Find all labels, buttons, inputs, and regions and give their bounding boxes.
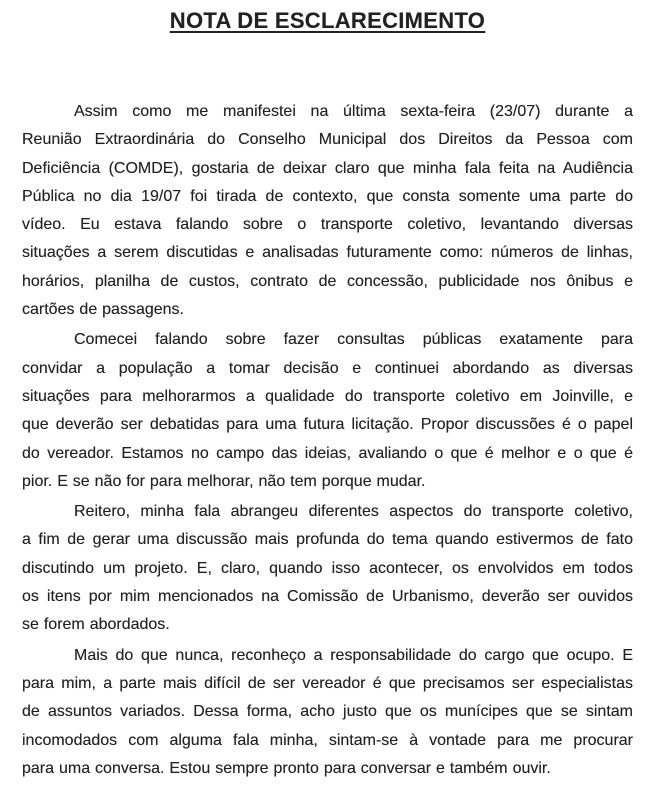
paragraph xyxy=(22,498,633,639)
text-line: os itens por mim mencionados na Comissão de Urbanismo, deverão ser ouvidos xyxy=(22,588,633,606)
text-line: situações a serem discutidas e analisadas futuramente como: números de linhas, xyxy=(22,244,633,262)
text-line: Assim como me manifestei na última sexta-feira (23/07) durante a xyxy=(74,103,633,120)
paragraph xyxy=(22,642,633,783)
text-line: incomodados com alguma fala minha, sintam-se à vontade para me procurar xyxy=(22,731,633,749)
text-line: situações para melhorarmos a qualidade do transporte coletivo em Joinville, e xyxy=(22,387,633,405)
text-line: para uma conversa. Estou sempre pronto para conversar e também ouvir. xyxy=(22,759,551,777)
text-line: se forem abordados. xyxy=(22,616,170,634)
document-body xyxy=(22,98,633,783)
text-line: do vereador. Estamos no campo das ideias, avaliando o que é melhor e o que é xyxy=(22,444,633,462)
text-line: Pública no dia 19/07 foi tirada de contexto, que consta somente uma parte do xyxy=(22,187,633,205)
text-line: pior. E se não for para melhorar, não tem porque mudar. xyxy=(22,472,426,490)
text-line: Comecei falando sobre fazer consultas públicas exatamente para xyxy=(74,331,633,349)
text-line: de assuntos variados. Dessa forma, acho justo que os munícipes que se sintam xyxy=(22,703,633,721)
text-line: Mais do que nunca, reconheço a responsabilidade do cargo que ocupo. E xyxy=(74,646,633,664)
paragraph xyxy=(22,326,633,496)
document-title: NOTA DE ESCLARECIMENTO xyxy=(169,8,486,33)
text-line: que deverão ser debatidas para uma futura licitação. Propor discussões é o papel xyxy=(22,416,633,434)
text-line: para mim, a parte mais difícil de ser vereador é que precisamos ser especialistas xyxy=(22,674,633,692)
paragraph xyxy=(22,98,633,324)
text-line: convidar a população a tomar decisão e continuei abordando as diversas xyxy=(22,359,633,377)
text-line: Reunião Extraordinária do Conselho Municipal dos Direitos da Pessoa com xyxy=(22,131,633,149)
text-line: vídeo. Eu estava falando sobre o transporte coletivo, levantando diversas xyxy=(22,216,633,234)
text-line: Reitero, minha fala abrangeu diferentes aspectos do transporte coletivo, xyxy=(74,503,633,521)
text-line: a fim de gerar uma discussão mais profunda do tema quando estivermos de fato xyxy=(22,531,633,549)
text-line: Deficiência (COMDE), gostaria de deixar claro que minha fala feita na Audiência xyxy=(22,159,633,177)
text-line: horários, planilha de custos, contrato de concessão, publicidade nos ônibus e xyxy=(22,272,633,290)
text-line: discutindo um projeto. E, claro, quando isso acontecer, os envolvidos em todos xyxy=(22,559,633,577)
text-line: cartões de passagens. xyxy=(22,301,184,319)
